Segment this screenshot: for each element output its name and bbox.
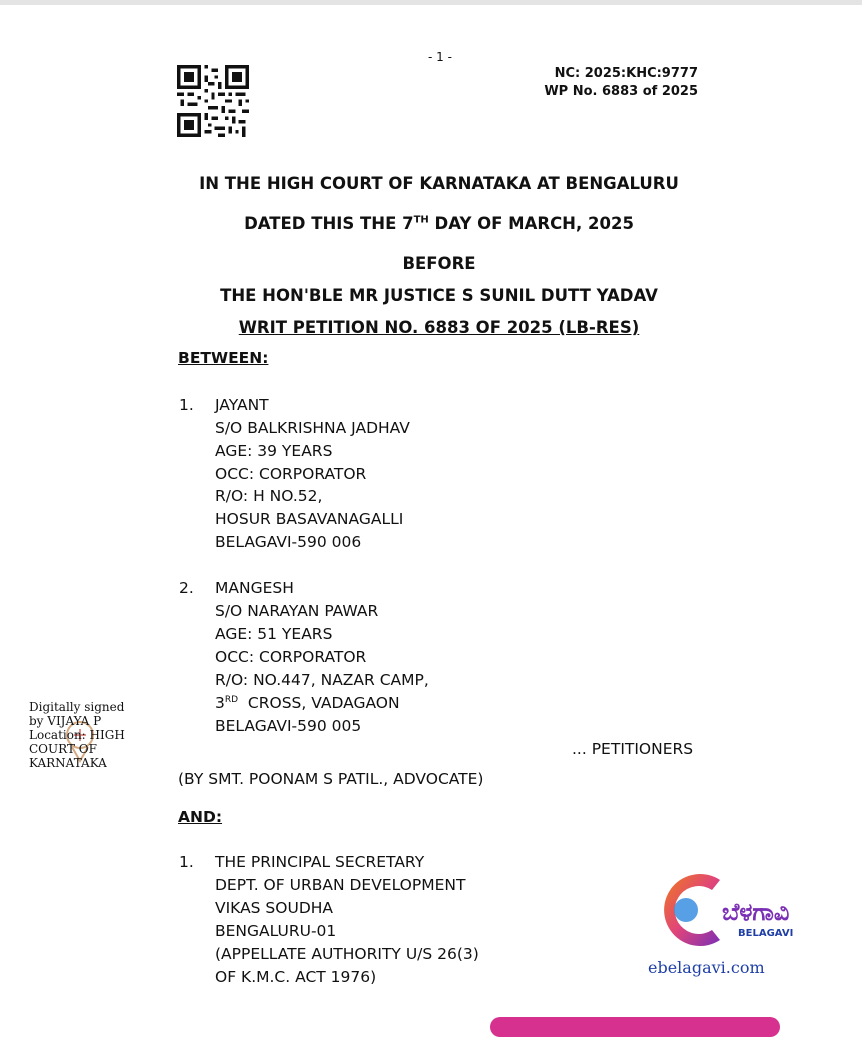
court-title: IN THE HIGH COURT OF KARNATAKA AT BENGALURU bbox=[199, 174, 679, 193]
respondent-1-line: OF K.M.C. ACT 1976) bbox=[215, 968, 377, 986]
dated-suffix: DAY OF MARCH, 2025 bbox=[428, 214, 634, 233]
petitioner-1-line: AGE: 39 YEARS bbox=[215, 442, 333, 460]
respondent-1-line: BENGALURU-01 bbox=[215, 922, 337, 940]
petition-number: WRIT PETITION NO. 6883 OF 2025 (LB-RES) bbox=[238, 318, 640, 337]
cross-number: 3 bbox=[215, 694, 225, 712]
petitioner-2-address-cross bbox=[215, 694, 400, 712]
petitioner-1-line: S/O BALKRISHNA JADHAV bbox=[215, 419, 410, 437]
petitioner-1-line: R/O: H NO.52, bbox=[215, 487, 323, 505]
dated-superscript: TH bbox=[413, 214, 429, 226]
logo-brand-text: ಬೆಳಗಾವಿ bbox=[722, 898, 790, 926]
dated-prefix: DATED THIS THE 7 bbox=[244, 214, 414, 233]
bottom-pink-bar bbox=[490, 1017, 780, 1037]
logo-sub-text: BELAGAVI bbox=[738, 928, 794, 939]
petitioner-2-line: R/O: NO.447, NAZAR CAMP, bbox=[215, 671, 429, 689]
cross-superscript: RD bbox=[224, 694, 239, 705]
signature-line: KARNATAKA bbox=[29, 756, 107, 770]
digital-signature bbox=[29, 700, 125, 770]
petitioner-2-line: S/O NARAYAN PAWAR bbox=[215, 602, 379, 620]
petitioners-label: ... PETITIONERS bbox=[572, 740, 694, 758]
petitioner-2-number: 2. bbox=[179, 579, 194, 597]
website-url: ebelagavi.com bbox=[648, 958, 765, 977]
petitioner-2-line: BELAGAVI-590 005 bbox=[215, 717, 362, 735]
respondent-1-line: DEPT. OF URBAN DEVELOPMENT bbox=[215, 876, 466, 894]
petitioner-2-line: OCC: CORPORATOR bbox=[215, 648, 367, 666]
petitioner-2-line: MANGESH bbox=[215, 579, 294, 597]
petitioner-1-line: OCC: CORPORATOR bbox=[215, 465, 367, 483]
petitioner-1-line: HOSUR BASAVANAGALLI bbox=[215, 510, 404, 528]
neutral-citation: NC: 2025:KHC:9777 bbox=[554, 66, 698, 81]
petitioner-1-line: BELAGAVI-590 006 bbox=[215, 533, 362, 551]
respondent-1-line: (APPELLATE AUTHORITY U/S 26(3) bbox=[215, 945, 479, 963]
before-heading: BEFORE bbox=[402, 254, 476, 273]
dated-line bbox=[0, 214, 862, 233]
respondent-1-number: 1. bbox=[179, 853, 194, 871]
signature-line: COURT OF bbox=[29, 742, 97, 756]
advocate-line: (BY SMT. POONAM S PATIL., ADVOCATE) bbox=[178, 770, 484, 788]
signature-line: Digitally signed bbox=[29, 700, 125, 714]
respondent-1-line: VIKAS SOUDHA bbox=[215, 899, 334, 917]
signature-line: by VIJAYA P bbox=[29, 714, 102, 728]
qr-code-icon bbox=[177, 65, 249, 137]
respondent-1-line: THE PRINCIPAL SECRETARY bbox=[215, 853, 425, 871]
top-border bbox=[0, 0, 862, 5]
case-reference: WP No. 6883 of 2025 bbox=[544, 84, 698, 99]
between-label: BETWEEN: bbox=[178, 349, 269, 367]
petitioner-2-line: AGE: 51 YEARS bbox=[215, 625, 333, 643]
petitioner-1-number: 1. bbox=[179, 396, 194, 414]
cross-rest: CROSS, VADAGAON bbox=[238, 694, 400, 712]
signature-line: Location: HIGH bbox=[29, 728, 125, 742]
judge-name: THE HON'BLE MR JUSTICE S SUNIL DUTT YADAV bbox=[220, 286, 658, 305]
and-label: AND: bbox=[178, 808, 223, 826]
page-number: - 1 - bbox=[428, 50, 452, 64]
ebelagavi-logo-icon bbox=[650, 870, 810, 950]
petitioner-1-line: JAYANT bbox=[215, 396, 269, 414]
